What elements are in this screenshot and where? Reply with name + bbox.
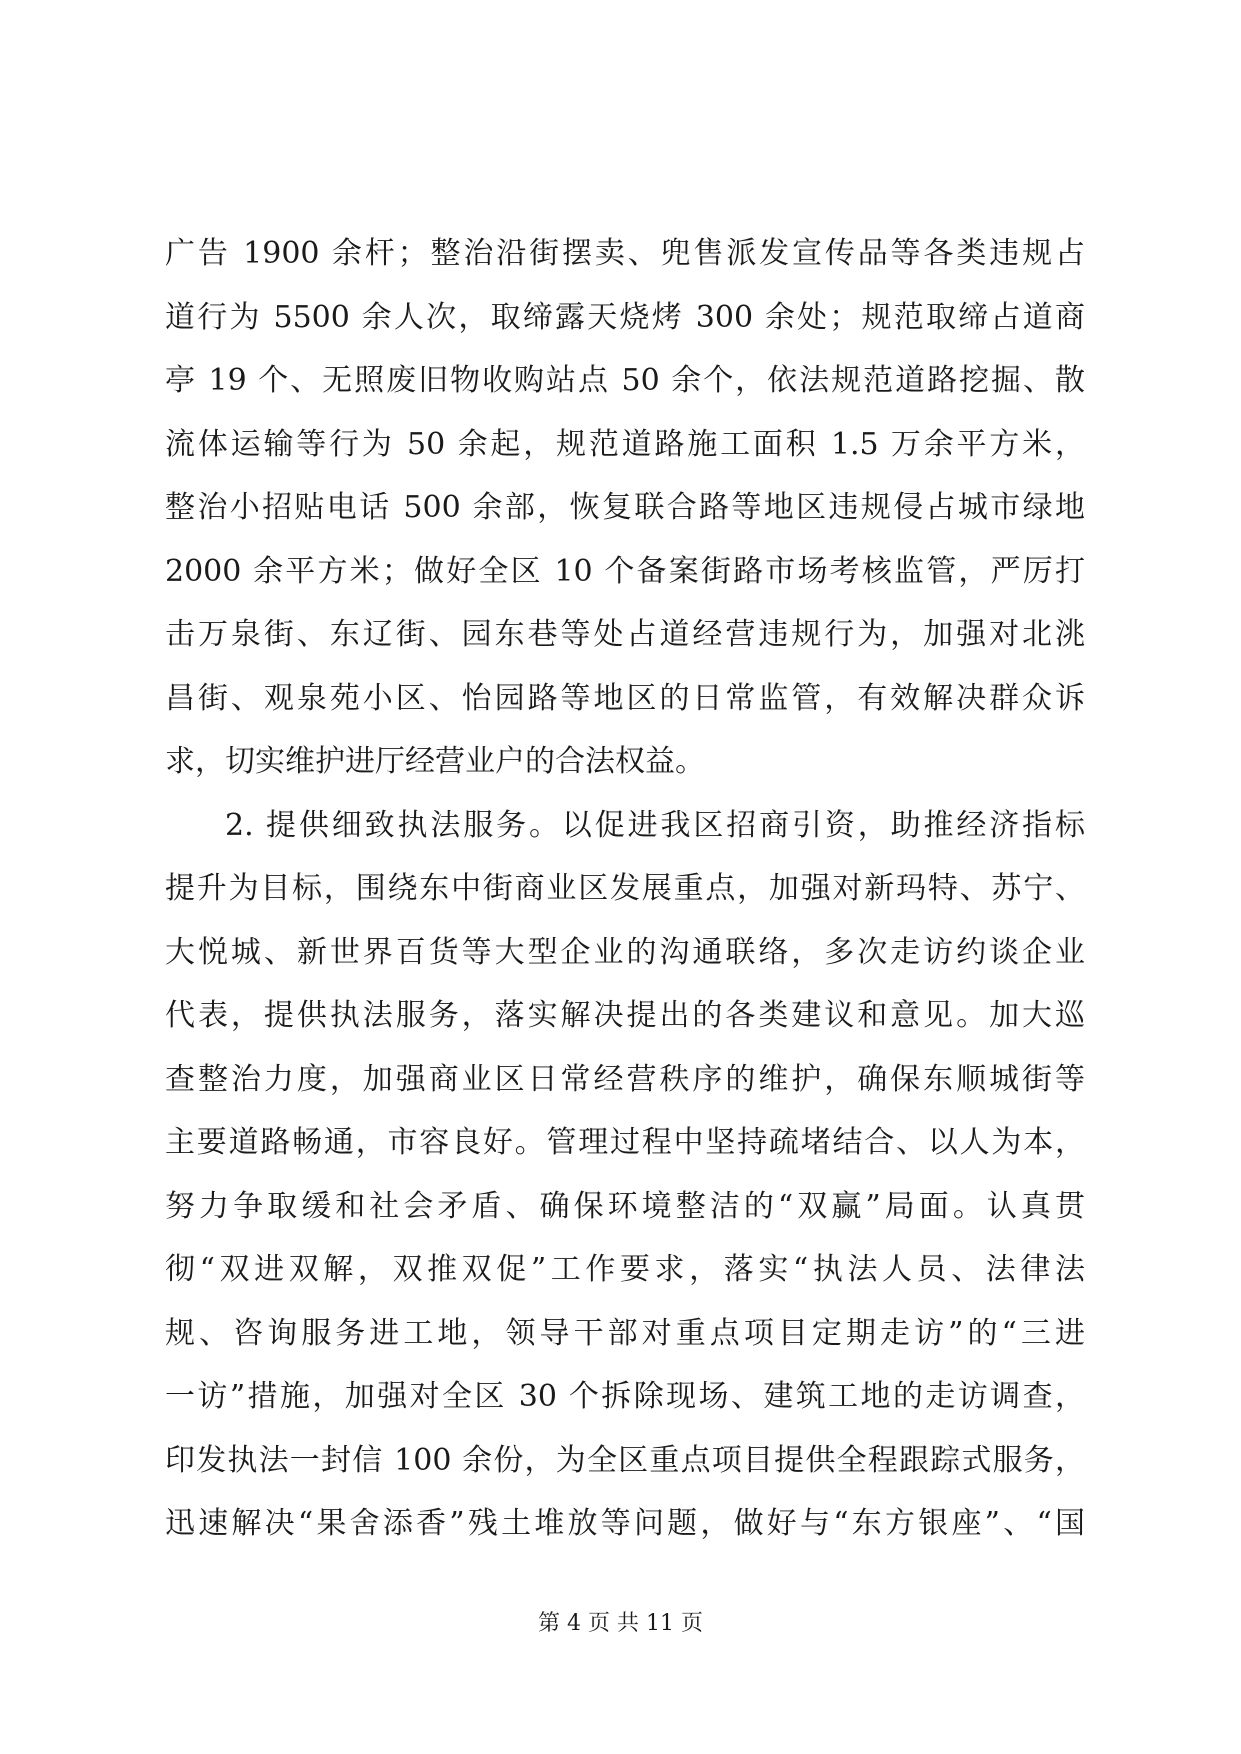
text-line: 努力争取缓和社会矛盾、确保环境整洁的“双赢”局面。认真贯 [165, 1188, 1085, 1224]
text-line: 规、咨询服务进工地，领导干部对重点项目定期走访”的“三进 [165, 1315, 1085, 1351]
text-line: 求，切实维护进厅经营业户的合法权益。 [165, 744, 705, 779]
text-line: 迅速解决“果舍添香”残土堆放等问题，做好与“东方银座”、“国 [165, 1506, 1085, 1541]
text-line: 击万泉街、东辽街、园东巷等处占道经营违规行为，加强对北洮 [165, 617, 1085, 652]
text-line: 流体运输等行为 50 余起，规范道路施工面积 1.5 万余平方米， [165, 426, 1085, 462]
text-line: 一访”措施，加强对全区 30 个拆除现场、建筑工地的走访调查， [165, 1379, 1085, 1414]
text-line: 亭 19 个、无照废旧物收购站点 50 余个，依法规范道路挖掘、散 [165, 363, 1085, 398]
text-line: 查整治力度，加强商业区日常经营秩序的维护，确保东顺城街等 [165, 1061, 1085, 1097]
text-line: 提升为目标，围绕东中街商业区发展重点，加强对新玛特、苏宁、 [165, 871, 1085, 906]
text-line: 主要道路畅通，市容良好。管理过程中坚持疏堵结合、以人为本， [165, 1125, 1085, 1160]
text-line: 道行为 5500 余人次，取缔露天烧烤 300 余处；规范取缔占道商 [165, 299, 1085, 335]
section-heading-line: 2. 提供细致执法服务。以促进我区招商引资，助推经济指标 [225, 807, 1085, 843]
text-line: 彻“双进双解，双推双促”工作要求，落实“执法人员、法律法 [165, 1252, 1085, 1287]
text-line: 2000 余平方米；做好全区 10 个备案街路市场考核监管，严厉打 [165, 553, 1085, 589]
text-line: 代表，提供执法服务，落实解决提出的各类建议和意见。加大巡 [165, 998, 1085, 1033]
text-line: 整治小招贴电话 500 余部，恢复联合路等地区违规侵占城市绿地 [165, 490, 1085, 525]
text-line: 印发执法一封信 100 余份，为全区重点项目提供全程跟踪式服务， [165, 1442, 1085, 1478]
page-number-footer: 第 4 页 共 11 页 [538, 1611, 703, 1636]
body-text [165, 228, 1085, 1562]
text-line: 大悦城、新世界百货等大型企业的沟通联络，多次走访约谈企业 [165, 934, 1085, 970]
text-line: 昌街、观泉苑小区、怡园路等地区的日常监管，有效解决群众诉 [165, 680, 1085, 716]
text-line: 广告 1900 余杆；整治沿街摆卖、兜售派发宣传品等各类违规占 [165, 236, 1085, 271]
